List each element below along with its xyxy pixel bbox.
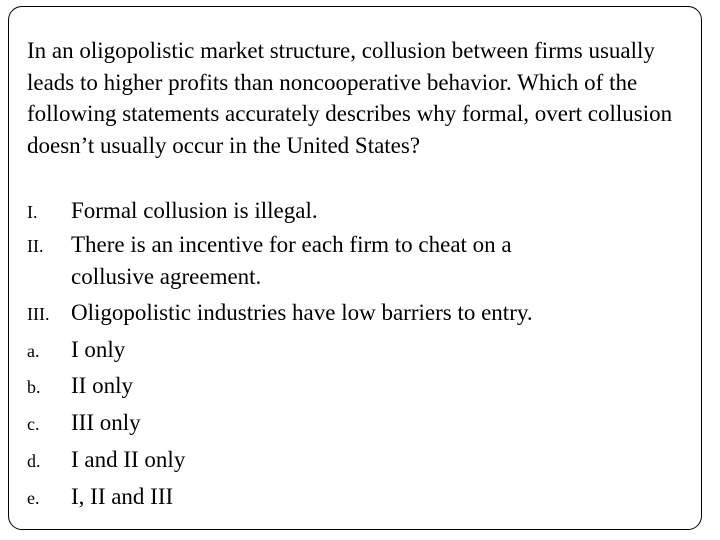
option-d: [27, 444, 185, 478]
statement-text: Formal collusion is illegal.: [71, 198, 318, 223]
option-marker: e.: [27, 488, 40, 508]
statement-text: Oligopolistic industries have low barriers to entry.: [71, 300, 533, 325]
option-text: I only: [71, 337, 126, 362]
option-text: III only: [71, 410, 141, 435]
statement-1: [27, 195, 318, 229]
option-marker: b.: [27, 377, 41, 397]
statement-3: [27, 297, 533, 331]
option-marker: d.: [27, 451, 41, 471]
option-text: I and II only: [71, 447, 186, 472]
option-marker: c.: [27, 414, 40, 434]
statement-marker: II.: [27, 236, 44, 256]
statement-text: There is an incentive for each firm to cheat on a collusive agreement.: [71, 232, 512, 289]
option-e: [27, 481, 173, 515]
option-b: [27, 370, 133, 404]
slide-frame: [8, 6, 702, 530]
question-stem: In an oligopolistic market structure, collusion between firms usually leads to higher profits than noncooperative behavior. Which of the following statements accurately describes why formal, overt collusion doesn’t usually occur in the United States?: [27, 38, 673, 158]
statement-2: [27, 229, 591, 292]
statement-marker: I.: [27, 202, 38, 222]
option-c: [27, 407, 141, 441]
option-a: [27, 334, 125, 368]
option-marker: a.: [27, 341, 40, 361]
option-text: I, II and III: [71, 484, 174, 509]
option-text: II only: [71, 373, 133, 398]
statement-marker: III.: [27, 304, 50, 324]
